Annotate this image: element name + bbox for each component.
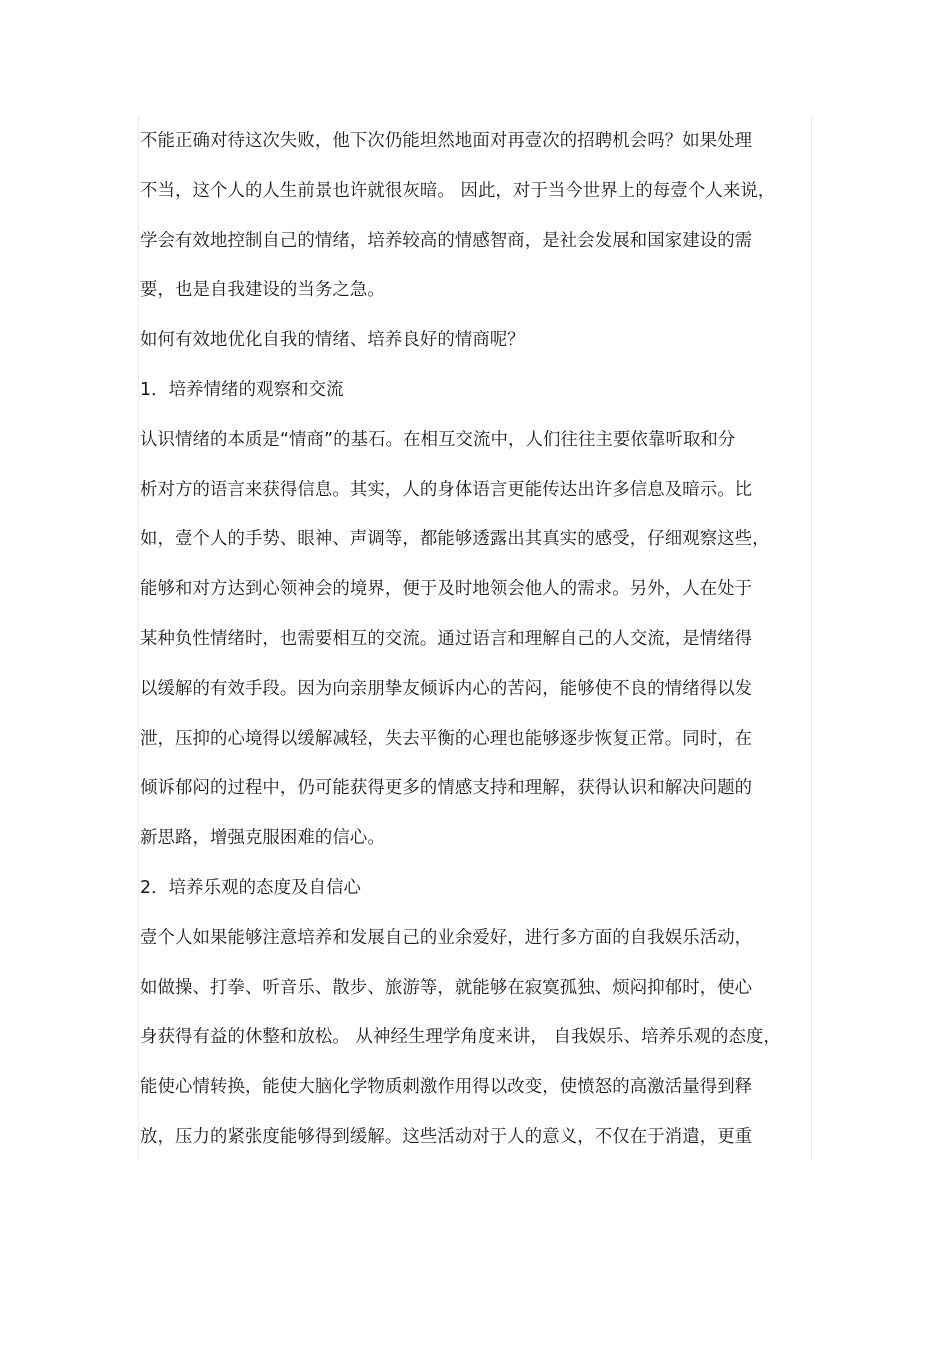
text-line: 新思路，增强克服困难的信心。 <box>140 828 385 849</box>
text-line: 不能正确对待这次失败，他下次仍能坦然地面对再壹次的招聘机会吗？如果处理 <box>140 131 753 151</box>
text-line: 放，压力的紧张度能够得到缓解。这些活动对于人的意义，不仅在于消遣，更重 <box>140 1126 753 1147</box>
text-line: 能使心情转换，能使大脑化学物质刺激作用得以改变，使愤怒的高激活量得到释 <box>140 1077 753 1098</box>
text-line: 如做操、打拳、听音乐、散步、旅游等，就能够在寂寞孤独、烦闷抑郁时，使心 <box>140 977 753 998</box>
text-line: 能够和对方达到心领神会的境界，便于及时地领会他人的需求。另外，人在处于 <box>140 579 753 600</box>
section-heading-1: 1．培养情绪的观察和交流 <box>140 379 344 400</box>
text-line: 以缓解的有效手段。因为向亲朋挚友倾诉内心的苦闷，能够使不良的情绪得以发 <box>140 678 753 699</box>
text-line: 认识情绪的本质是“情商”的基石。在相互交流中，人们往往主要依靠听取和分 <box>140 429 736 450</box>
document-body <box>140 126 812 1172</box>
text-line: 泄，压抑的心境得以缓解减轻，失去平衡的心理也能够逐步恢复正常。同时，在 <box>140 728 753 749</box>
text-line: 倾诉郁闷的过程中，仍可能获得更多的情感支持和理解，获得认识和解决问题的 <box>140 778 753 799</box>
text-line: 壹个人如果能够注意培养和发展自己的业余爱好，进行多方面的自我娱乐活动， <box>140 927 753 948</box>
text-line: 学会有效地控制自己的情绪，培养较高的情感智商，是社会发展和国家建设的需 <box>140 230 753 251</box>
text-line: 如，壹个人的手势、眼神、声调等，都能够透露出其真实的感受，仔细观察这些， <box>140 529 770 550</box>
section-heading-2: 2．培养乐观的态度及自信心 <box>140 877 362 898</box>
question-line: 如何有效地优化自我的情绪、培养良好的情商呢？ <box>140 330 525 351</box>
text-line: 析对方的语言来获得信息。其实，人的身体语言更能传达出许多信息及暗示。比 <box>140 479 753 500</box>
text-line: 身获得有益的休整和放松。 从神经生理学角度来讲， 自我娱乐、培养乐观的态度， <box>140 1027 781 1048</box>
text-line: 某种负性情绪时，也需要相互的交流。通过语言和理解自己的人交流，是情绪得 <box>140 628 753 649</box>
text-line: 不当，这个人的人生前景也许就很灰暗。 因此，对于当今世界上的每壹个人来说， <box>140 180 776 201</box>
text-line: 要，也是自我建设的当务之急。 <box>140 280 385 301</box>
left-margin-rule <box>138 116 139 1160</box>
